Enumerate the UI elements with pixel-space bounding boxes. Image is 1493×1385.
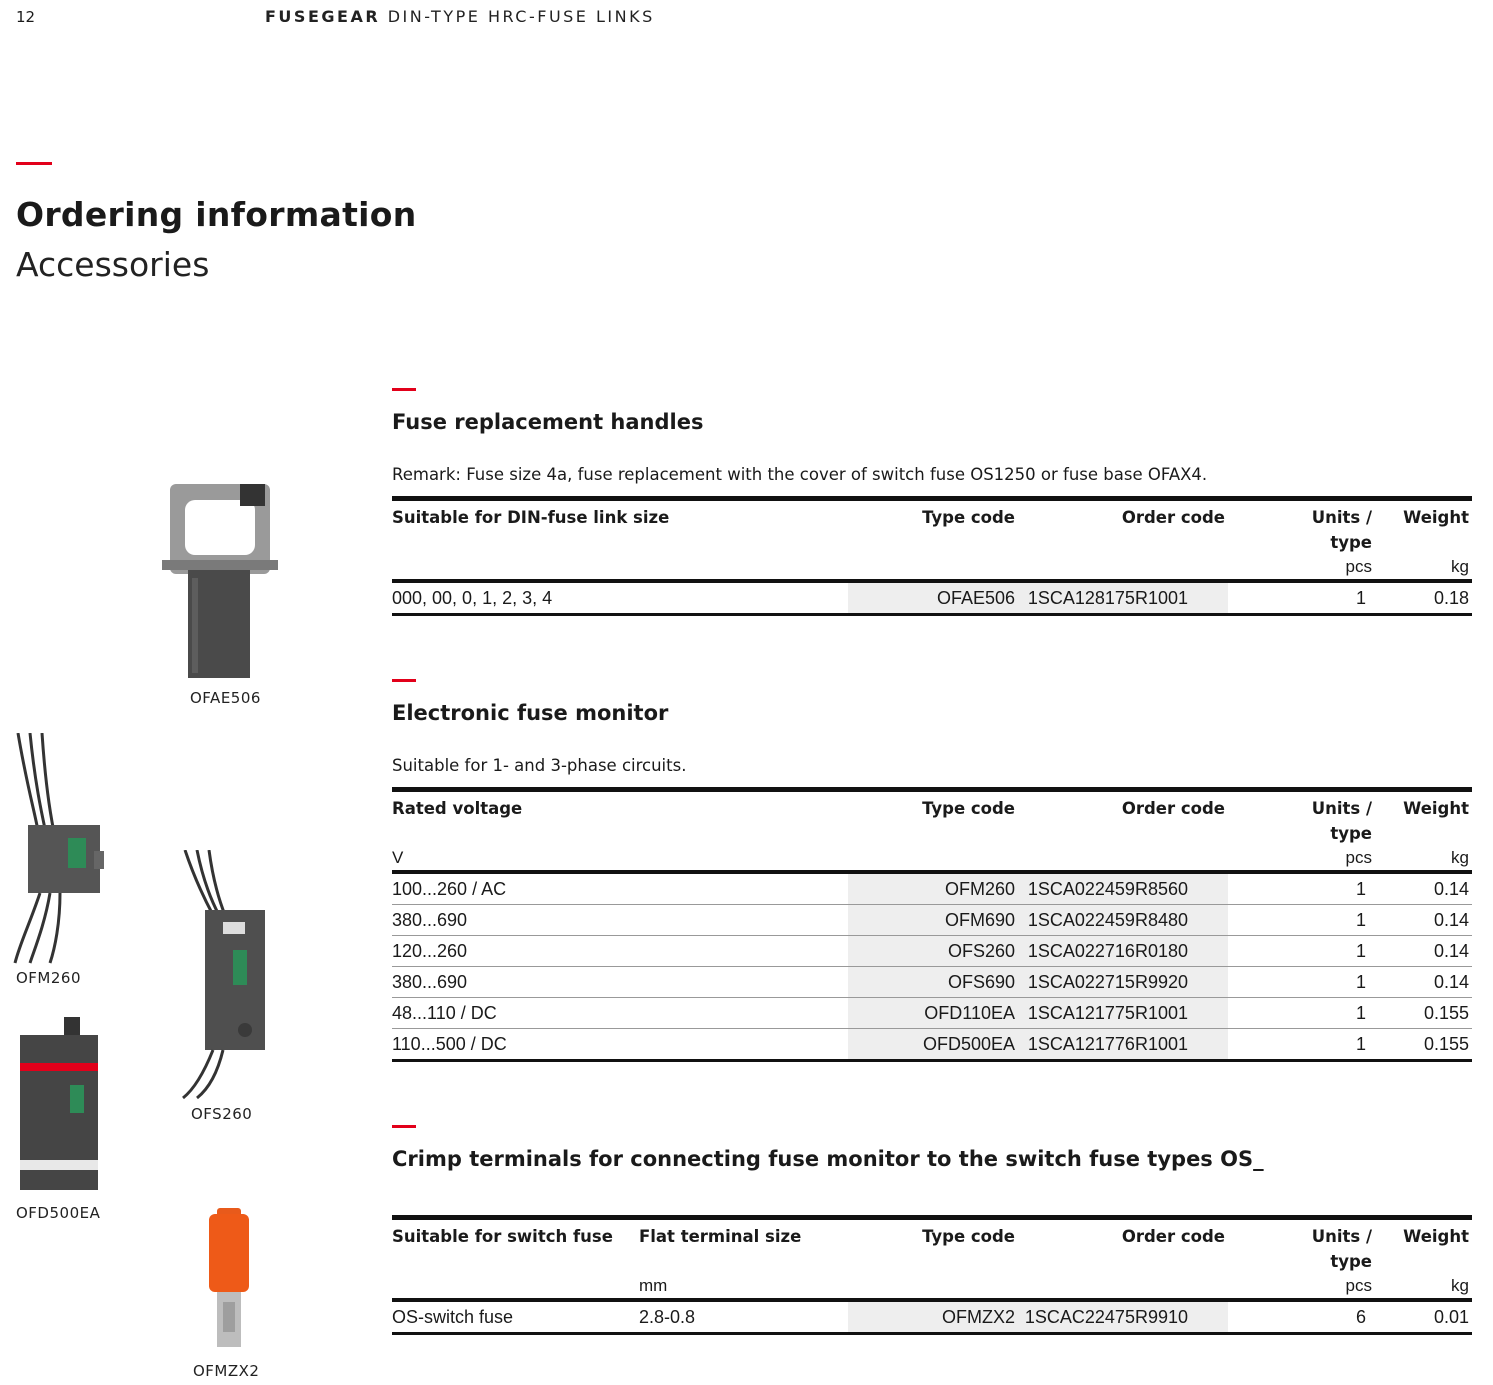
table-row <box>392 998 1472 1029</box>
image-label-ofd500ea: OFD500EA <box>16 1204 101 1222</box>
col-header: Suitable for DIN-fuse link size <box>392 499 848 556</box>
table-handles <box>392 496 1472 616</box>
table-row <box>392 581 1472 615</box>
image-label-ofae506: OFAE506 <box>190 689 261 707</box>
cell: 0.01 <box>1378 1300 1472 1334</box>
table-row <box>392 967 1472 998</box>
col-unit: pcs <box>1228 555 1378 581</box>
col-header: Units / type <box>1228 1218 1378 1275</box>
cell: 1SCAC22475R9910 <box>1018 1300 1228 1334</box>
col-unit <box>848 1274 1018 1300</box>
col-unit: mm <box>639 1274 848 1300</box>
col-header: Order code <box>1018 1218 1228 1275</box>
cell: 0.14 <box>1378 872 1472 905</box>
table-row <box>392 1029 1472 1061</box>
cell: 100...260 / AC <box>392 872 848 905</box>
cell: 1 <box>1228 967 1378 998</box>
cell: 1 <box>1228 905 1378 936</box>
table-row <box>392 1300 1472 1334</box>
col-header: Rated voltage <box>392 790 848 847</box>
cell: OFD500EA <box>848 1029 1018 1061</box>
page-subtitle: Accessories <box>16 245 210 284</box>
cell: OFS260 <box>848 936 1018 967</box>
cell: 380...690 <box>392 967 848 998</box>
col-unit <box>1018 1274 1228 1300</box>
table-row <box>392 936 1472 967</box>
page-number: 12 <box>16 8 36 26</box>
cell: 0.14 <box>1378 936 1472 967</box>
cell: 48...110 / DC <box>392 998 848 1029</box>
col-unit <box>848 846 1018 872</box>
image-label-ofs260: OFS260 <box>191 1105 253 1123</box>
col-unit <box>392 555 848 581</box>
col-unit: kg <box>1378 1274 1472 1300</box>
table-crimp <box>392 1215 1472 1335</box>
cell: 0.14 <box>1378 967 1472 998</box>
col-header: Weight <box>1378 790 1472 847</box>
cell: 6 <box>1228 1300 1378 1334</box>
fuse-monitor-icon <box>175 850 305 1100</box>
cell: 380...690 <box>392 905 848 936</box>
section-remark-handles: Remark: Fuse size 4a, fuse replacement with the cover of switch fuse OS1250 or fuse base OFAX4. <box>392 465 1208 484</box>
cell: OFAE506 <box>848 581 1018 615</box>
section-accent-bar <box>392 679 416 682</box>
cell: 1SCA121775R1001 <box>1018 998 1228 1029</box>
fuse-monitor-icon <box>10 733 140 965</box>
running-title: DIN-TYPE HRC-FUSE LINKS <box>387 7 655 26</box>
col-unit: pcs <box>1228 846 1378 872</box>
section-accent-bar <box>392 1125 416 1128</box>
product-image-ofm260 <box>10 733 140 965</box>
cell: 120...260 <box>392 936 848 967</box>
section-remark-monitor: Suitable for 1- and 3-phase circuits. <box>392 756 687 775</box>
table-row <box>392 872 1472 905</box>
cell: OFS690 <box>848 967 1018 998</box>
running-header <box>265 7 655 26</box>
cell: 1 <box>1228 1029 1378 1061</box>
cell: 1SCA022716R0180 <box>1018 936 1228 967</box>
fuse-handle-icon <box>140 478 300 683</box>
cell: 1SCA128175R1001 <box>1018 581 1228 615</box>
cell: 1 <box>1228 998 1378 1029</box>
cell: OFM690 <box>848 905 1018 936</box>
col-unit: pcs <box>1228 1274 1378 1300</box>
product-image-ofae506 <box>140 478 300 683</box>
col-header: Order code <box>1018 499 1228 556</box>
cell: OFM260 <box>848 872 1018 905</box>
section-title-handles: Fuse replacement handles <box>392 410 704 434</box>
image-label-ofm260: OFM260 <box>16 969 82 987</box>
col-unit <box>848 555 1018 581</box>
cell: 2.8-0.8 <box>639 1300 848 1334</box>
image-label-ofmzx2: OFMZX2 <box>193 1362 260 1380</box>
col-header: Type code <box>848 499 1018 556</box>
col-header: Units / type <box>1228 790 1378 847</box>
cell: OFMZX2 <box>848 1300 1018 1334</box>
cell: OS-switch fuse <box>392 1300 639 1334</box>
table-row <box>392 905 1472 936</box>
cell: OFD110EA <box>848 998 1018 1029</box>
col-unit <box>392 1274 639 1300</box>
col-header: Units / type <box>1228 499 1378 556</box>
col-unit: V <box>392 846 848 872</box>
cell: 110...500 / DC <box>392 1029 848 1061</box>
col-unit: kg <box>1378 555 1472 581</box>
cell: 0.155 <box>1378 998 1472 1029</box>
section-title-monitor: Electronic fuse monitor <box>392 701 669 725</box>
cell: 1SCA022715R9920 <box>1018 967 1228 998</box>
table-monitor <box>392 787 1472 1062</box>
col-header: Weight <box>1378 499 1472 556</box>
col-header: Flat terminal size <box>639 1218 848 1275</box>
col-header: Type code <box>848 790 1018 847</box>
brand-name: FUSEGEAR <box>265 7 381 26</box>
cell: 1 <box>1228 936 1378 967</box>
product-image-ofs260 <box>175 850 305 1100</box>
cell: 0.155 <box>1378 1029 1472 1061</box>
col-header: Suitable for switch fuse <box>392 1218 639 1275</box>
cell: 000, 00, 0, 1, 2, 3, 4 <box>392 581 848 615</box>
col-header: Weight <box>1378 1218 1472 1275</box>
cell: 1SCA022459R8560 <box>1018 872 1228 905</box>
section-title-crimp: Crimp terminals for connecting fuse monitor to the switch fuse types OS_ <box>392 1147 1264 1171</box>
col-unit <box>1018 846 1228 872</box>
section-accent-bar <box>392 388 416 391</box>
cell: 0.14 <box>1378 905 1472 936</box>
crimp-terminal-icon <box>195 1200 265 1355</box>
col-unit: kg <box>1378 846 1472 872</box>
col-unit <box>1018 555 1228 581</box>
title-accent-bar <box>16 162 52 165</box>
col-header: Order code <box>1018 790 1228 847</box>
cell: 1SCA022459R8480 <box>1018 905 1228 936</box>
product-image-ofmzx2 <box>195 1200 265 1355</box>
fuse-monitor-icon <box>12 1015 102 1195</box>
cell: 1 <box>1228 872 1378 905</box>
page-title: Ordering information <box>16 195 417 234</box>
cell: 1SCA121776R1001 <box>1018 1029 1228 1061</box>
cell: 0.18 <box>1378 581 1472 615</box>
cell: 1 <box>1228 581 1378 615</box>
product-image-ofd500ea <box>12 1015 102 1195</box>
col-header: Type code <box>848 1218 1018 1275</box>
